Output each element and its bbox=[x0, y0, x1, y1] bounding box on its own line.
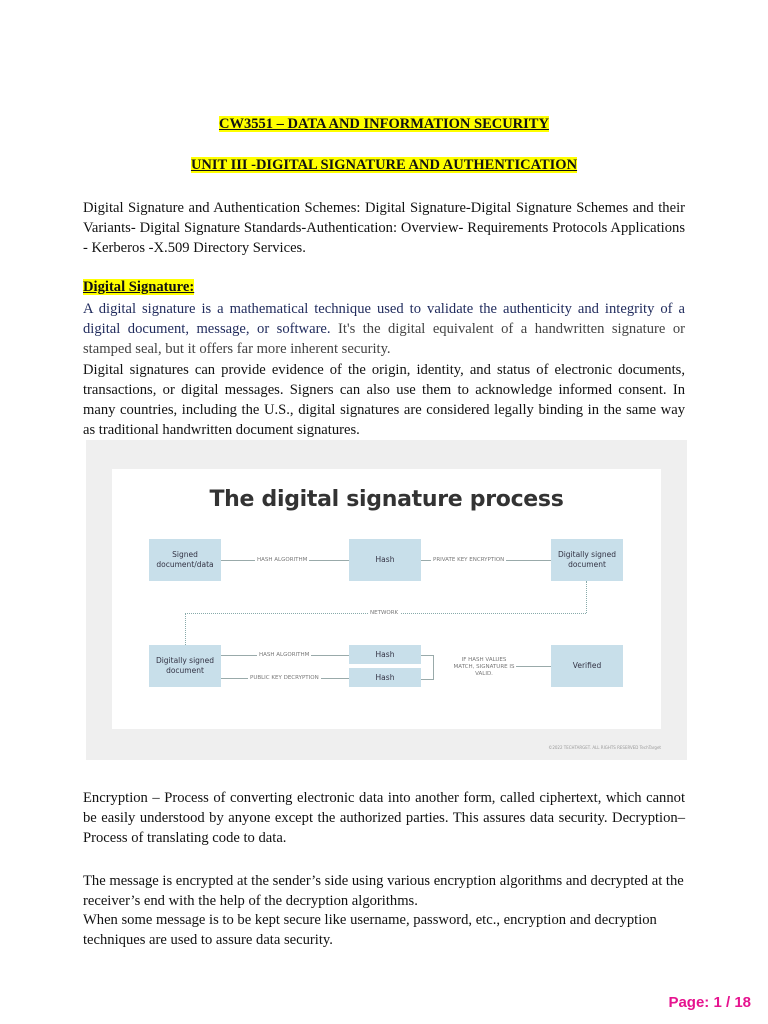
label-public-key: PUBLIC KEY DECRYPTION bbox=[250, 675, 319, 681]
evidence-paragraph: Digital signatures can provide evidence of the origin, identity, and status of electronic documents, transactions, or digital messages. Signers can also use them to acknowledge informed consent. In many countries, including the U.S., digital signatures are considered legally binding in the same way as traditional handwritten document signatures. bbox=[83, 362, 685, 438]
label-private-key: PRIVATE KEY ENCRYPTION bbox=[433, 557, 505, 563]
definition-part2: It's the digital equivalent of a handwritten signature or stamped seal, but it offers far more inherent security. bbox=[83, 321, 686, 357]
secure-paragraph: When some message is to be kept secure like username, password, etc., encryption and decryption techniques are used to assure data security. bbox=[83, 912, 657, 948]
digital-signature-figure bbox=[86, 440, 687, 760]
network-line-down bbox=[586, 581, 587, 613]
box-signed-document: Signed document/data bbox=[149, 539, 221, 581]
section-heading: Digital Signature: bbox=[83, 279, 195, 295]
course-title: CW3551 – DATA AND INFORMATION SECURITY bbox=[219, 116, 549, 132]
label-network: NETWORK bbox=[370, 610, 399, 616]
page-number: Page: 1 / 18 bbox=[668, 994, 751, 1011]
box-hash-3: Hash bbox=[349, 668, 421, 687]
intro-paragraph: Digital Signature and Authentication Schemes: Digital Signature-Digital Signature Schemes and their Variants- Digital Signature Standards-Authentication: Overview- Requirements Protocols Applications - Kerberos -X.509 Directory Services. bbox=[83, 200, 685, 256]
definition-part1: A digital signature is a mathematical technique used to validate the authenticity and integrity of a digital document, message, or software. bbox=[83, 301, 685, 337]
box-digitally-signed-1: Digitally signed document bbox=[551, 539, 623, 581]
figure-credit: ©2022 TECHTARGET. ALL RIGHTS RESERVED TechTarget bbox=[548, 745, 661, 750]
box-verified: Verified bbox=[551, 645, 623, 687]
unit-title: UNIT III -DIGITAL SIGNATURE AND AUTHENTICATION bbox=[190, 157, 578, 173]
box-hash-1: Hash bbox=[349, 539, 421, 581]
label-hash-algorithm-2: HASH ALGORITHM bbox=[259, 652, 310, 658]
arrow-verified bbox=[516, 666, 551, 667]
message-paragraph: The message is encrypted at the sender’s side using various encryption algorithms and decrypted at the receiver’s end with the help of the decryption algorithms. bbox=[83, 873, 684, 909]
encryption-paragraph: Encryption – Process of converting electronic data into another form, called ciphertext, which cannot be easily understood by anyone except the authorized parties. This assures data security. Decryption– Process of translating code to data. bbox=[83, 790, 685, 846]
figure-panel bbox=[112, 469, 661, 729]
match-bracket bbox=[421, 655, 434, 680]
label-hash-algorithm-1: HASH ALGORITHM bbox=[257, 557, 308, 563]
box-hash-2: Hash bbox=[349, 645, 421, 664]
label-if-match: IF HASH VALUES MATCH, SIGNATURE IS VALID. bbox=[451, 657, 517, 678]
figure-title: The digital signature process bbox=[209, 487, 564, 512]
definition-paragraph bbox=[83, 299, 685, 359]
network-line-up bbox=[185, 613, 186, 645]
box-digitally-signed-2: Digitally signed document bbox=[149, 645, 221, 687]
